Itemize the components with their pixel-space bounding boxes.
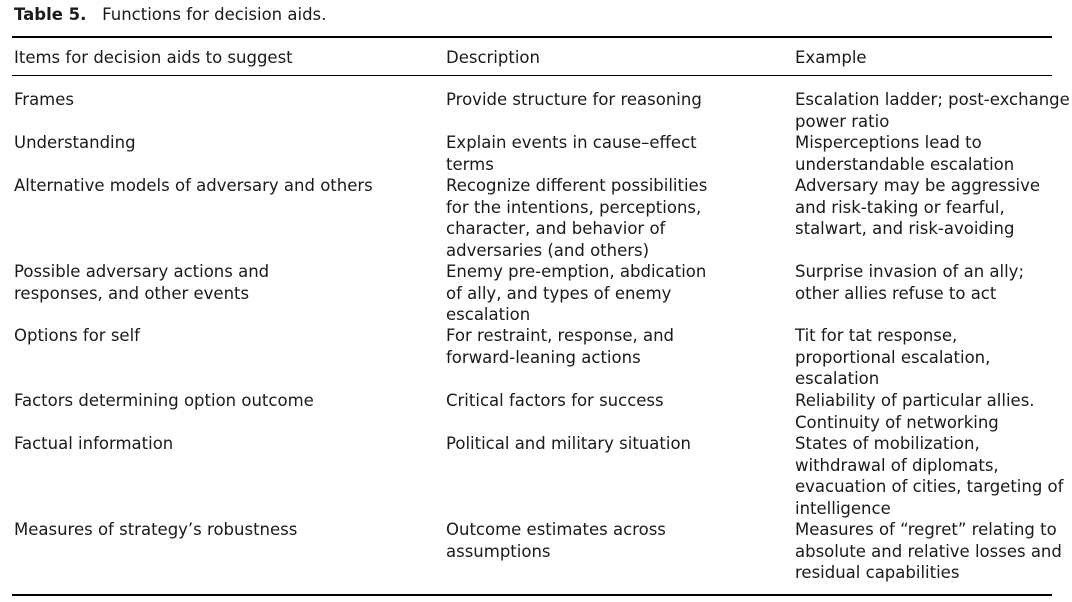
- table-title: Functions for decision aids.: [102, 5, 327, 24]
- column-header-items: Items for decision aids to suggest: [14, 48, 293, 67]
- column-header-description: Description: [446, 48, 540, 67]
- item-cell: Possible adversary actions and responses, and other events: [14, 262, 270, 303]
- item-cell: Factors determining option outcome: [14, 391, 314, 410]
- table-header-rule: [12, 75, 1052, 76]
- item-cell: Understanding: [14, 133, 136, 152]
- description-cell: Explain events in cause–effect terms: [446, 133, 697, 174]
- description-cell: Enemy pre-emption, abdication of ally, and types of enemy escalation: [446, 262, 707, 324]
- table-caption: [14, 3, 326, 27]
- description-cell: Political and military situation: [446, 434, 692, 453]
- example-cell: Surprise invasion of an ally; other allies refuse to act: [795, 262, 1025, 303]
- description-cell: Critical factors for success: [446, 391, 664, 410]
- example-cell: States of mobilization, withdrawal of diplomats, evacuation of cities, targeting of intelligence: [795, 434, 1064, 518]
- item-cell: Frames: [14, 90, 75, 109]
- item-cell: Options for self: [14, 326, 140, 345]
- item-cell: Measures of strategy’s robustness: [14, 520, 298, 539]
- table-bottom-rule: [12, 594, 1052, 596]
- example-cell: Reliability of particular allies. Continuity of networking: [795, 391, 1035, 432]
- column-header-example: Example: [795, 48, 867, 67]
- example-cell: Escalation ladder; post-exchange power ratio: [795, 90, 1070, 131]
- table-number: Table 5.: [14, 5, 87, 24]
- item-cell: Factual information: [14, 434, 174, 453]
- example-cell: Misperceptions lead to understandable escalation: [795, 133, 1015, 174]
- example-cell: Tit for tat response, proportional escalation, escalation: [795, 326, 991, 388]
- item-cell: Alternative models of adversary and others: [14, 176, 373, 195]
- description-cell: Recognize different possibilities for the intentions, perceptions, character, and behavior of adversaries (and others): [446, 176, 708, 260]
- description-cell: For restraint, response, and forward-leaning actions: [446, 326, 675, 367]
- description-cell: Provide structure for reasoning: [446, 90, 702, 109]
- table-top-rule: [12, 36, 1052, 38]
- example-cell: Measures of “regret” relating to absolute and relative losses and residual capabilities: [795, 520, 1062, 582]
- description-cell: Outcome estimates across assumptions: [446, 520, 666, 561]
- example-cell: Adversary may be aggressive and risk-taking or fearful, stalwart, and risk-avoiding: [795, 176, 1041, 238]
